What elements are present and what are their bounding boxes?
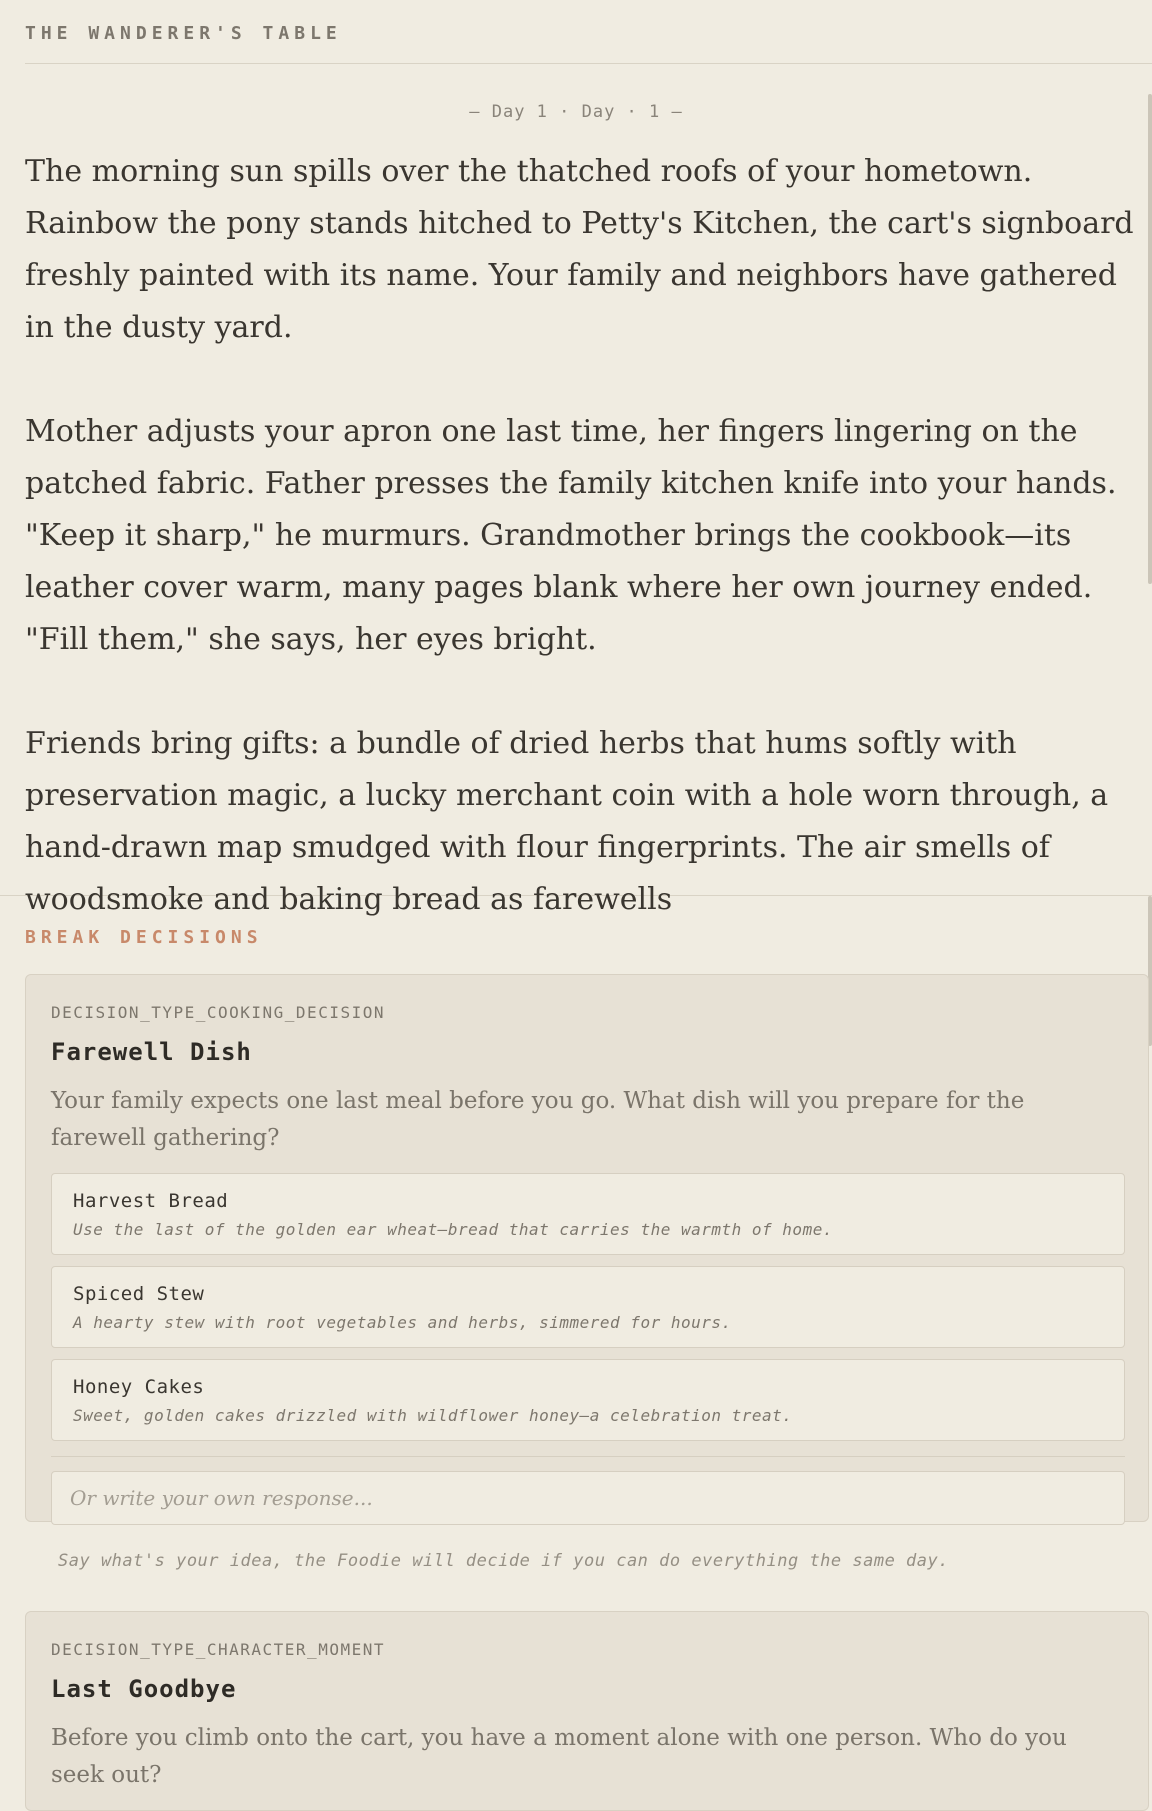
top-bar: [25, 0, 1152, 64]
response-input[interactable]: [51, 1471, 1125, 1525]
decision-card: [25, 1611, 1149, 1811]
day-label: — Day 1 · Day · 1 —: [469, 102, 683, 122]
story-text: [25, 146, 1137, 978]
section-title: BREAK DECISIONS: [25, 927, 263, 948]
option-description: Use the last of the golden ear wheat—bread that carries the warmth of home.: [73, 1220, 833, 1239]
option-label: Spiced Stew: [73, 1283, 205, 1305]
story-paragraph: Friends bring gifts: a bundle of dried herbs that hums softly with preservation magic, a lucky merchant coin with a hole worn through, a hand-drawn map smudged with flour fingerprints. The air smells of woodsmoke and baking bread as farewells: [25, 726, 1109, 917]
option-spiced-stew[interactable]: [51, 1266, 1125, 1348]
decision-description: Before you climb onto the cart, you have a moment alone with one person. Who do you seek out?: [51, 1725, 1067, 1788]
option-description: A hearty stew with root vegetables and herbs, simmered for hours.: [73, 1313, 732, 1332]
decision-title: Last Goodbye: [51, 1675, 237, 1703]
decision-type: DECISION_TYPE_COOKING_DECISION: [51, 1003, 385, 1022]
response-hint: Say what's your idea, the Foodie will decide if you can do everything the same day.: [58, 1551, 949, 1571]
decision-title: Farewell Dish: [51, 1038, 252, 1066]
option-label: Honey Cakes: [73, 1376, 205, 1398]
option-label: Harvest Bread: [73, 1190, 229, 1212]
decision-description: Your family expects one last meal before you go. What dish will you prepare for the farewell gathering?: [51, 1088, 1025, 1151]
story-paragraph: The morning sun spills over the thatched roofs of your hometown. Rainbow the pony stands hitched to Petty's Kitchen, the cart's signboard freshly painted with its name. Your family and neighbors have gathered in the dusty yard.: [25, 154, 1134, 345]
decision-type: DECISION_TYPE_CHARACTER_MOMENT: [51, 1640, 385, 1659]
option-description: Sweet, golden cakes drizzled with wildflower honey—a celebration treat.: [73, 1406, 793, 1425]
story-paragraph: Mother adjusts your apron one last time, her fingers lingering on the patched fabric. Father presses the family kitchen knife into your hands. "Keep it sharp," he murmurs. Grandmother brings the cookbook—its leather cover warm, many pages blank where her own journey ended. "Fill them," she says, her eyes bright.: [25, 414, 1117, 657]
app-title: THE WANDERER'S TABLE: [25, 23, 342, 44]
divider: [51, 1456, 1125, 1457]
option-honey-cakes[interactable]: [51, 1359, 1125, 1441]
story-panel[interactable]: [0, 64, 1152, 917]
decision-card: [25, 974, 1149, 1522]
decisions-panel[interactable]: [0, 896, 1152, 1788]
story-scrollbar[interactable]: [1148, 94, 1152, 584]
option-harvest-bread[interactable]: [51, 1173, 1125, 1255]
